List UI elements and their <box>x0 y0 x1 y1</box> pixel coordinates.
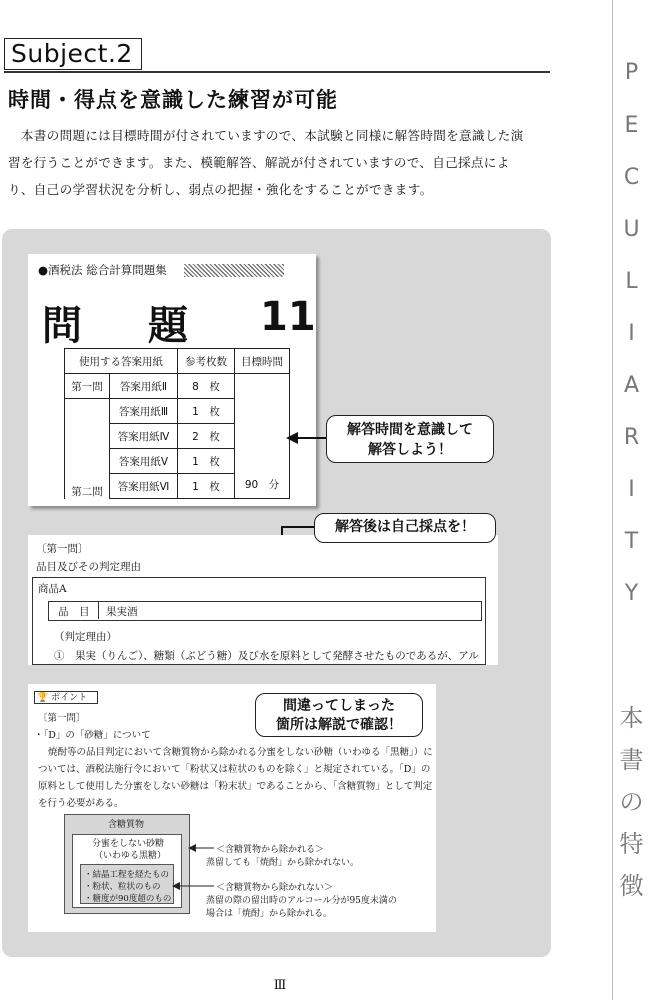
callout-line: 箇所は解説で確認！ <box>276 717 402 733</box>
part-cell: 第二問 <box>65 399 110 499</box>
side-kanji: 本 <box>619 704 644 732</box>
table-header: 参考枚数 <box>178 349 235 374</box>
count-cell: 2 枚 <box>178 424 235 449</box>
side-kanji: 特 <box>619 830 644 858</box>
section-heading: 時間・得点を意識した練習が可能 <box>8 88 338 112</box>
side-letter: E <box>624 113 639 138</box>
page-number: Ⅲ <box>273 978 287 993</box>
point-section: 〔第一問〕 <box>38 713 86 724</box>
intro-line: り、自己の学習状況を分析し、弱点の把握・強化をすることができます。 <box>8 182 433 197</box>
callout-time <box>326 415 494 463</box>
note-line: 蒸留の際の留出時のアルコール分が95度未満の <box>206 896 397 906</box>
callout-line: 間違ってしまった <box>283 698 395 714</box>
count-cell: 1 枚 <box>178 399 235 424</box>
count-cell: 1 枚 <box>178 474 235 499</box>
note-line: ＜含糖質物から除かれない＞ <box>216 883 334 893</box>
sheet-cell: 答案用紙Ⅳ <box>110 424 178 449</box>
side-letter: I <box>628 477 635 502</box>
answer-section: 〔第一問〕 <box>36 543 89 555</box>
side-letter: C <box>623 165 640 190</box>
side-letter: R <box>623 425 640 450</box>
diagram-core-item: ・糖度が90度超のもの <box>84 894 172 904</box>
point-line: 原料として使用した分蜜をしない砂糖は「粉末状」であることから、「含糖質物」として判定 <box>38 781 433 792</box>
diagram-inner-label: （いわゆる黒糖） <box>94 851 167 861</box>
answer-subtitle: 品目及びその判定理由 <box>36 561 141 573</box>
side-letter: U <box>623 217 640 242</box>
side-kanji: の <box>619 788 644 816</box>
diagram-core-item: ・粉状、粒状のもの <box>84 882 161 892</box>
callout-line: 解答しよう！ <box>368 442 452 458</box>
field-label: 品 目 <box>58 606 90 618</box>
item-label: 商品A <box>38 583 67 595</box>
sheet-cell: 答案用紙Ⅲ <box>110 399 178 424</box>
arrow-head <box>286 432 298 444</box>
count-cell: 8 枚 <box>178 374 235 399</box>
sheet-cell: 答案用紙Ⅴ <box>110 449 178 474</box>
side-letter: T <box>624 529 639 554</box>
problem-title-char: 題 <box>148 303 188 349</box>
point-line: 焼酎等の品目判定において含糖質物から除かれる分蜜をしない砂糖（いわゆる「黒糖」）に <box>48 747 433 758</box>
part-cell: 第一問 <box>65 374 110 399</box>
point-line: ついては、酒税法施行令において「粉状又は粒状のものを除く」と規定されている。「D」の <box>38 764 431 775</box>
diagram-outer-label: 含糖質物 <box>108 820 145 830</box>
diagram-inner-label: 分蜜をしない砂糖 <box>92 839 165 849</box>
reason-text: ① 果実（りんご）、糖類（ぶどう糖）及び水を原料として発酵させたものであるが、アル <box>54 650 479 662</box>
intro-line: 本書の問題には目標時間が付されていますので、本試験と同様に解答時間を意識した演 <box>8 128 524 143</box>
side-letter: L <box>625 269 638 294</box>
intro-line: 習を行うことができます。また、模範解答、解説が付されていますので、自己採点によ <box>8 155 510 170</box>
diagram-core-item: ・結晶工程を経たもの <box>84 870 170 880</box>
note-line: ＜含糖質物から除かれる＞ <box>216 845 325 855</box>
problem-title-char: 問 <box>42 303 84 349</box>
count-cell: 1 枚 <box>178 449 235 474</box>
side-letter: Y <box>624 581 639 606</box>
field-value: 果実酒 <box>106 606 138 618</box>
side-letter: A <box>623 373 640 398</box>
callout-line: 解答時間を意識して <box>347 422 473 438</box>
table-header: 使用する答案用紙 <box>65 349 178 374</box>
reason-label: （判定理由） <box>54 631 117 643</box>
point-line: を行う必要がある。 <box>38 798 124 809</box>
note-line: 場合は「焼酎」から除かれる。 <box>206 909 333 919</box>
field-divider <box>98 601 99 619</box>
side-kanji: 徴 <box>619 872 644 900</box>
target-time-cell: 90 分 <box>235 374 290 499</box>
table-header: 目標時間 <box>235 349 290 374</box>
point-label: 🏆 ポイント <box>34 691 98 704</box>
note-line: 蒸留しても「焼酎」から除かれない。 <box>206 858 360 868</box>
callout-review <box>255 693 423 737</box>
arrow-head <box>172 882 180 890</box>
callout-score: 解答後は自己採点を！ <box>314 513 496 543</box>
problem-number: 11 <box>260 294 316 340</box>
side-letter: P <box>624 60 639 85</box>
arrow-head <box>188 844 196 852</box>
answer-card <box>28 535 498 665</box>
problem-card-header: ●酒税法 総合計算問題集 <box>38 263 167 277</box>
subject-label: Subject.2 <box>4 38 142 70</box>
sheet-cell: 答案用紙Ⅵ <box>110 474 178 499</box>
side-letter: I <box>628 321 635 346</box>
point-bullet: ・「D」の「砂糖」について <box>34 730 151 741</box>
side-kanji: 書 <box>619 746 644 774</box>
sheet-cell: 答案用紙Ⅱ <box>110 374 178 399</box>
